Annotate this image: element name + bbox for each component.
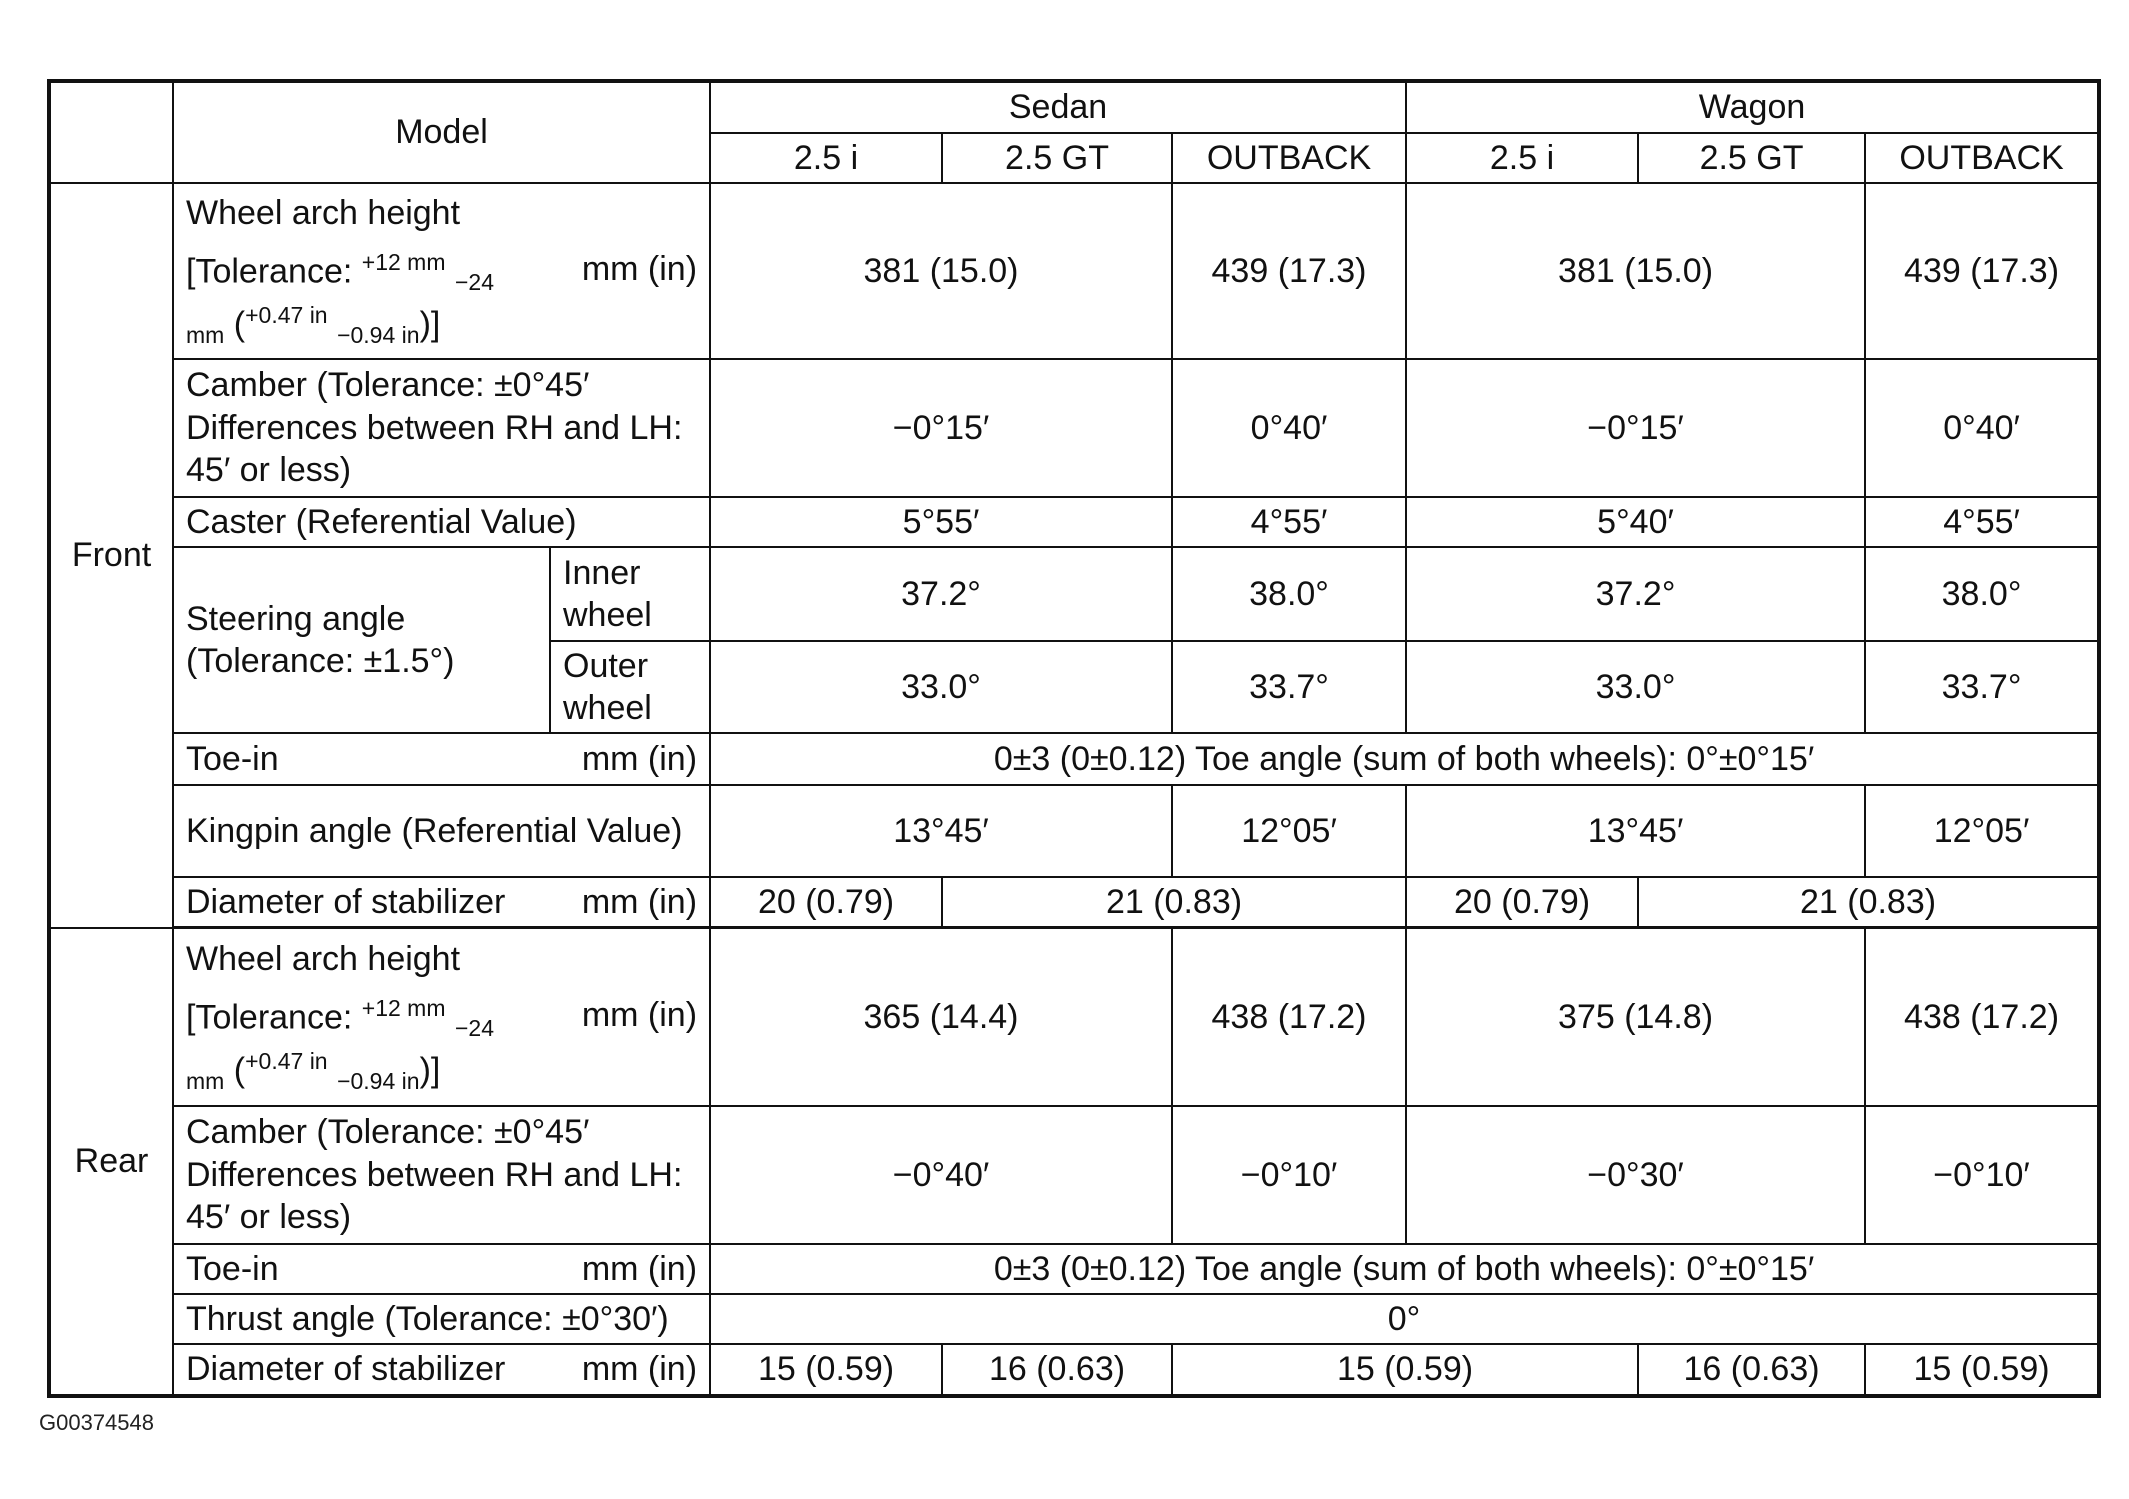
rear-stabilizer-sedan-2-5i: 15 (0.59) xyxy=(710,1344,942,1396)
steering-angle-label: Steering angle (Tolerance: ±1.5°) xyxy=(173,547,550,733)
steering-outer-wagon-outback: 33.7° xyxy=(1865,641,2099,733)
front-camber-wagon-outback: 0°40′ xyxy=(1865,359,2099,497)
tolerance-in: $_{mm}$ ($^{+0.47 in}$ $_{-0.94 in}$)] xyxy=(186,1048,441,1095)
wheel-arch-title: Wheel arch height xyxy=(186,939,461,978)
header-row-groups xyxy=(49,81,2099,133)
front-caster-sedan: 5°55′ xyxy=(710,497,1172,547)
alignment-spec-table xyxy=(47,79,2101,1398)
rear-camber-row xyxy=(49,1106,2099,1244)
wheel-arch-tolerance-line xyxy=(186,248,697,297)
steering-outer-wagon: 33.0° xyxy=(1406,641,1865,733)
kingpin-sedan-outback: 12°05′ xyxy=(1172,785,1406,877)
front-toe-value: 0±3 (0±0.12) Toe angle (sum of both wheels): 0°±0°15′ xyxy=(710,733,2099,785)
wagon-2-5gt-header: 2.5 GT xyxy=(1638,133,1865,183)
front-wheel-arch-wagon: 381 (15.0) xyxy=(1406,183,1865,359)
rear-stabilizer-label: Diameter of stabilizer mm (in) xyxy=(173,1344,710,1396)
front-wheel-arch-sedan: 381 (15.0) xyxy=(710,183,1172,359)
rear-wheel-arch-row xyxy=(49,928,2099,1106)
kingpin-wagon: 13°45′ xyxy=(1406,785,1865,877)
rear-thrust-row xyxy=(49,1294,2099,1344)
unit-label: mm (in) xyxy=(581,996,698,1035)
rear-toe-label: Toe-in mm (in) xyxy=(173,1244,710,1294)
rear-stabilizer-sedan-2-5gt: 16 (0.63) xyxy=(942,1344,1172,1396)
model-header: Model xyxy=(173,81,710,183)
front-caster-row xyxy=(49,497,2099,547)
front-wheel-arch-row xyxy=(49,183,2099,359)
steering-inner-sedan: 37.2° xyxy=(710,547,1172,641)
steering-outer-sedan: 33.0° xyxy=(710,641,1172,733)
front-stabilizer-label: Diameter of stabilizer mm (in) xyxy=(173,877,710,927)
rear-wheel-arch-sedan-outback: 438 (17.2) xyxy=(1172,928,1406,1106)
rear-wheel-arch-wagon-outback: 438 (17.2) xyxy=(1865,928,2099,1106)
tolerance-mm: [Tolerance: $^{+12 mm}$ $_{-24}$ xyxy=(186,249,494,296)
sedan-2-5gt-header: 2.5 GT xyxy=(942,133,1172,183)
front-wheel-arch-sedan-outback: 439 (17.3) xyxy=(1172,183,1406,359)
sedan-header: Sedan xyxy=(710,81,1406,133)
front-stabilizer-wagon-2-5i: 20 (0.79) xyxy=(1406,877,1638,927)
front-stabilizer-sedan-gt-outback: 21 (0.83) xyxy=(942,877,1406,927)
rear-camber-sedan-outback: −0°10′ xyxy=(1172,1106,1406,1244)
front-stabilizer-sedan-2-5i: 20 (0.79) xyxy=(710,877,942,927)
front-kingpin-row xyxy=(49,785,2099,877)
steering-inner-sedan-outback: 38.0° xyxy=(1172,547,1406,641)
front-camber-label: Camber (Tolerance: ±0°45′ Differences between RH and LH: 45′ or less) xyxy=(173,359,710,497)
rear-section-label: Rear xyxy=(49,928,173,1396)
rear-stabilizer-wagon-outback: 15 (0.59) xyxy=(1865,1344,2099,1396)
tolerance-in: $_{mm}$ ($^{+0.47 in}$ $_{-0.94 in}$)] xyxy=(186,302,441,349)
sedan-2-5i-header: 2.5 i xyxy=(710,133,942,183)
sedan-outback-header: OUTBACK xyxy=(1172,133,1406,183)
rear-wheel-arch-sedan: 365 (14.4) xyxy=(710,928,1172,1106)
steering-inner-wagon-outback: 38.0° xyxy=(1865,547,2099,641)
front-caster-wagon: 5°40′ xyxy=(1406,497,1865,547)
rear-wheel-arch-wagon: 375 (14.8) xyxy=(1406,928,1865,1106)
steering-inner-wagon: 37.2° xyxy=(1406,547,1865,641)
inner-wheel-label: Inner wheel xyxy=(550,547,710,641)
front-caster-sedan-outback: 4°55′ xyxy=(1172,497,1406,547)
front-camber-sedan-outback: 0°40′ xyxy=(1172,359,1406,497)
front-steering-inner-row xyxy=(49,547,2099,641)
front-caster-wagon-outback: 4°55′ xyxy=(1865,497,2099,547)
rear-stabilizer-outback-wagon-2-5i: 15 (0.59) xyxy=(1172,1344,1638,1396)
rear-camber-sedan: −0°40′ xyxy=(710,1106,1172,1244)
rear-toe-row xyxy=(49,1244,2099,1294)
rear-wheel-arch-label xyxy=(173,928,710,1106)
rear-stabilizer-wagon-2-5gt: 16 (0.63) xyxy=(1638,1344,1865,1396)
front-wheel-arch-wagon-outback: 439 (17.3) xyxy=(1865,183,2099,359)
front-camber-sedan: −0°15′ xyxy=(710,359,1172,497)
unit-label: mm (in) xyxy=(581,250,698,289)
front-toe-label: Toe-in mm (in) xyxy=(173,733,710,785)
rear-stabilizer-row xyxy=(49,1344,2099,1396)
front-camber-wagon: −0°15′ xyxy=(1406,359,1865,497)
front-kingpin-label: Kingpin angle (Referential Value) xyxy=(173,785,710,877)
front-stabilizer-row xyxy=(49,877,2099,927)
wagon-outback-header: OUTBACK xyxy=(1865,133,2099,183)
wheel-arch-tolerance-line xyxy=(186,994,697,1043)
wagon-2-5i-header: 2.5 i xyxy=(1406,133,1638,183)
kingpin-wagon-outback: 12°05′ xyxy=(1865,785,2099,877)
rear-camber-wagon-outback: −0°10′ xyxy=(1865,1106,2099,1244)
front-caster-label: Caster (Referential Value) xyxy=(173,497,710,547)
front-stabilizer-wagon-gt-outback: 21 (0.83) xyxy=(1638,877,2099,927)
rear-thrust-label: Thrust angle (Tolerance: ±0°30′) xyxy=(173,1294,710,1344)
rear-thrust-value: 0° xyxy=(710,1294,2099,1344)
wagon-header: Wagon xyxy=(1406,81,2099,133)
corner-cell xyxy=(49,81,173,183)
figure-code: G00374548 xyxy=(39,1410,154,1435)
wheel-arch-title: Wheel arch height xyxy=(186,193,461,232)
outer-wheel-label: Outer wheel xyxy=(550,641,710,733)
front-section-label: Front xyxy=(49,183,173,928)
kingpin-sedan: 13°45′ xyxy=(710,785,1172,877)
rear-toe-value: 0±3 (0±0.12) Toe angle (sum of both wheels): 0°±0°15′ xyxy=(710,1244,2099,1294)
rear-camber-label: Camber (Tolerance: ±0°45′ Differences between RH and LH: 45′ or less) xyxy=(173,1106,710,1244)
tolerance-mm: [Tolerance: $^{+12 mm}$ $_{-24}$ xyxy=(186,995,494,1042)
front-wheel-arch-label xyxy=(173,183,710,359)
front-toe-row xyxy=(49,733,2099,785)
steering-outer-sedan-outback: 33.7° xyxy=(1172,641,1406,733)
front-camber-row xyxy=(49,359,2099,497)
rear-camber-wagon: −0°30′ xyxy=(1406,1106,1865,1244)
